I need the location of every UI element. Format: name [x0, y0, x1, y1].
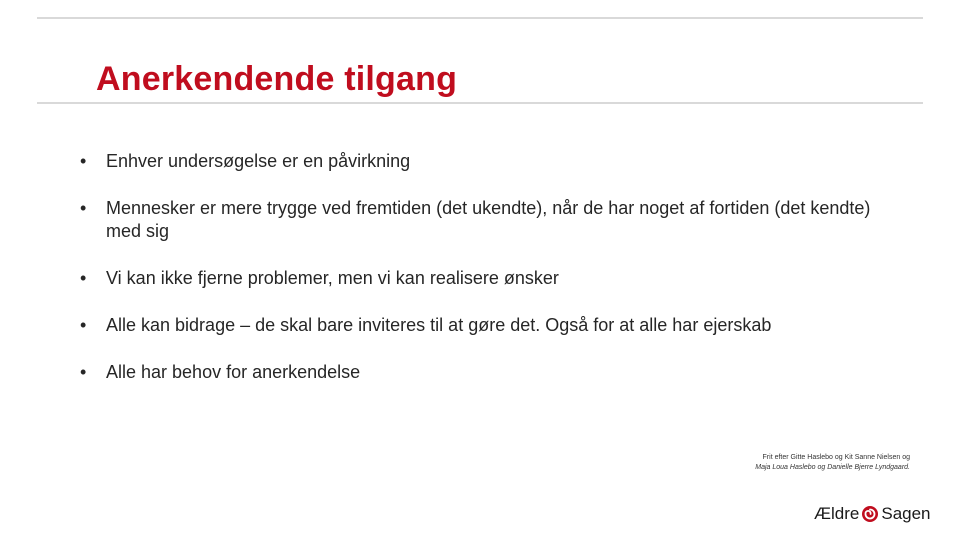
credit-line-2: Maja Loua Haslebo og Danielle Bjerre Lyndgaard. — [755, 464, 910, 471]
bullet-item: • Vi kan ikke fjerne problemer, men vi kan realisere ønsker — [80, 267, 900, 290]
credit-line-1: Frit efter Gitte Haslebo og Kit Sanne Nielsen og — [762, 454, 910, 461]
bullet-item: • Alle har behov for anerkendelse — [80, 361, 900, 384]
bullet-item: • Mennesker er mere trygge ved fremtiden (det ukendte), når de har noget af fortiden (det kendte) med sig — [80, 197, 900, 243]
logo-text-right: Sagen — [881, 504, 931, 523]
title-divider — [37, 102, 923, 104]
bullet-list — [80, 150, 900, 408]
bullet-item: • Alle kan bidrage – de skal bare inviteres til at gøre det. Også for at alle har ejerskab — [80, 314, 900, 337]
logo-swirl-icon — [861, 505, 879, 523]
source-credit — [755, 453, 910, 473]
logo-text-left: Ældre — [814, 504, 860, 523]
top-divider — [37, 17, 923, 19]
slide-title: Anerkendende tilgang — [96, 60, 458, 98]
aeldre-sagen-logo — [814, 502, 931, 526]
bullet-item: • Enhver undersøgelse er en påvirkning — [80, 150, 900, 173]
